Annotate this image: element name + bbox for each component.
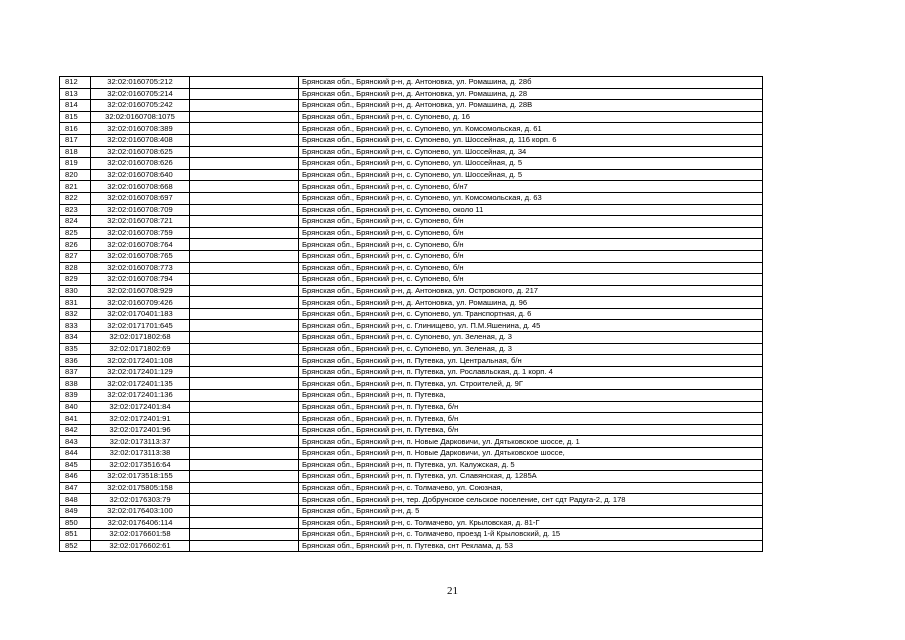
table-row xyxy=(60,239,763,251)
table-row xyxy=(60,494,763,506)
blank-cell xyxy=(190,332,299,344)
blank-cell xyxy=(190,134,299,146)
cadastral-number-cell: 32:02:0173113:37 xyxy=(91,436,190,448)
blank-cell xyxy=(190,111,299,123)
table-row xyxy=(60,216,763,228)
address-cell: Брянская обл., Брянский р-н, п. Новые Дарковичи, ул. Дятьковское шоссе, д. 1 xyxy=(299,436,763,448)
cadastral-number-cell: 32:02:0171701:645 xyxy=(91,320,190,332)
address-cell: Брянская обл., Брянский р-н, с. Толмачево, ул. Союзная, xyxy=(299,482,763,494)
cadastral-number-cell: 32:02:0171802:68 xyxy=(91,332,190,344)
blank-cell xyxy=(190,413,299,425)
table-row xyxy=(60,448,763,460)
row-number-cell: 827 xyxy=(60,250,91,262)
blank-cell xyxy=(190,169,299,181)
address-cell: Брянская обл., Брянский р-н, с. Супонево, ул. Транспортная, д. 6 xyxy=(299,308,763,320)
cadastral-number-cell: 32:02:0160708:1075 xyxy=(91,111,190,123)
table-row xyxy=(60,320,763,332)
table-row xyxy=(60,297,763,309)
table-row xyxy=(60,378,763,390)
parcel-table xyxy=(59,76,763,552)
table-row xyxy=(60,529,763,541)
cadastral-number-cell: 32:02:0172401:91 xyxy=(91,413,190,425)
table-row xyxy=(60,204,763,216)
address-cell: Брянская обл., Брянский р-н, п. Путевка, б/н xyxy=(299,401,763,413)
cadastral-number-cell: 32:02:0160708:929 xyxy=(91,285,190,297)
table-row xyxy=(60,134,763,146)
table-row xyxy=(60,471,763,483)
cadastral-number-cell: 32:02:0172401:84 xyxy=(91,401,190,413)
cadastral-number-cell: 32:02:0173516:64 xyxy=(91,459,190,471)
address-cell: Брянская обл., Брянский р-н, с. Супонево, ул. Шоссейная, д. 116 корп. 6 xyxy=(299,134,763,146)
row-number-cell: 812 xyxy=(60,77,91,89)
blank-cell xyxy=(190,274,299,286)
blank-cell xyxy=(190,355,299,367)
table-row xyxy=(60,355,763,367)
blank-cell xyxy=(190,482,299,494)
blank-cell xyxy=(190,239,299,251)
row-number-cell: 831 xyxy=(60,297,91,309)
table-row xyxy=(60,169,763,181)
blank-cell xyxy=(190,448,299,460)
row-number-cell: 847 xyxy=(60,482,91,494)
address-cell: Брянская обл., Брянский р-н, с. Супонево, б/н xyxy=(299,274,763,286)
table-row xyxy=(60,401,763,413)
row-number-cell: 826 xyxy=(60,239,91,251)
row-number-cell: 833 xyxy=(60,320,91,332)
blank-cell xyxy=(190,424,299,436)
row-number-cell: 838 xyxy=(60,378,91,390)
blank-cell xyxy=(190,494,299,506)
blank-cell xyxy=(190,192,299,204)
row-number-cell: 850 xyxy=(60,517,91,529)
table-row xyxy=(60,482,763,494)
blank-cell xyxy=(190,436,299,448)
address-cell: Брянская обл., Брянский р-н, с. Супонево, б/н xyxy=(299,262,763,274)
row-number-cell: 816 xyxy=(60,123,91,135)
table-row xyxy=(60,308,763,320)
row-number-cell: 840 xyxy=(60,401,91,413)
row-number-cell: 851 xyxy=(60,529,91,541)
blank-cell xyxy=(190,227,299,239)
cadastral-number-cell: 32:02:0172401:96 xyxy=(91,424,190,436)
cadastral-number-cell: 32:02:0160708:773 xyxy=(91,262,190,274)
row-number-cell: 828 xyxy=(60,262,91,274)
table-row xyxy=(60,517,763,529)
blank-cell xyxy=(190,517,299,529)
blank-cell xyxy=(190,505,299,517)
cadastral-number-cell: 32:02:0175805:158 xyxy=(91,482,190,494)
table-row xyxy=(60,262,763,274)
table-row xyxy=(60,343,763,355)
cadastral-number-cell: 32:02:0160708:625 xyxy=(91,146,190,158)
row-number-cell: 821 xyxy=(60,181,91,193)
table-row xyxy=(60,77,763,89)
blank-cell xyxy=(190,181,299,193)
table-row xyxy=(60,227,763,239)
address-cell: Брянская обл., Брянский р-н, с. Толмачево, проезд 1-й Крыловский, д. 15 xyxy=(299,529,763,541)
address-cell: Брянская обл., Брянский р-н, п. Путевка, ул. Калужская, д. 5 xyxy=(299,459,763,471)
cadastral-number-cell: 32:02:0160708:794 xyxy=(91,274,190,286)
address-cell: Брянская обл., Брянский р-н, п. Путевка, ул. Строителей, д. 9Г xyxy=(299,378,763,390)
parcel-table-body xyxy=(60,77,763,552)
cadastral-number-cell: 32:02:0160705:214 xyxy=(91,88,190,100)
table-row xyxy=(60,540,763,552)
address-cell: Брянская обл., Брянский р-н, с. Супонево, ул. Комсомольская, д. 63 xyxy=(299,192,763,204)
address-cell: Брянская обл., Брянский р-н, д. Антоновка, ул. Ромашина, д. 96 xyxy=(299,297,763,309)
row-number-cell: 815 xyxy=(60,111,91,123)
address-cell: Брянская обл., Брянский р-н, с. Супонево, около 11 xyxy=(299,204,763,216)
address-cell: Брянская обл., Брянский р-н, с. Супонево, ул. Комсомольская, д. 61 xyxy=(299,123,763,135)
blank-cell xyxy=(190,378,299,390)
row-number-cell: 842 xyxy=(60,424,91,436)
address-cell: Брянская обл., Брянский р-н, с. Супонево, б/н xyxy=(299,250,763,262)
address-cell: Брянская обл., Брянский р-н, с. Глинищево, ул. П.М.Яшенина, д. 45 xyxy=(299,320,763,332)
blank-cell xyxy=(190,366,299,378)
address-cell: Брянская обл., Брянский р-н, д. 5 xyxy=(299,505,763,517)
blank-cell xyxy=(190,250,299,262)
address-cell: Брянская обл., Брянский р-н, с. Супонево, ул. Зеленая, д. 3 xyxy=(299,343,763,355)
row-number-cell: 830 xyxy=(60,285,91,297)
blank-cell xyxy=(190,146,299,158)
address-cell: Брянская обл., Брянский р-н, с. Супонево, б/н xyxy=(299,239,763,251)
row-number-cell: 836 xyxy=(60,355,91,367)
cadastral-number-cell: 32:02:0172401:129 xyxy=(91,366,190,378)
row-number-cell: 814 xyxy=(60,100,91,112)
blank-cell xyxy=(190,123,299,135)
table-row xyxy=(60,181,763,193)
address-cell: Брянская обл., Брянский р-н, с. Супонево, б/н7 xyxy=(299,181,763,193)
cadastral-number-cell: 32:02:0160709:426 xyxy=(91,297,190,309)
address-cell: Брянская обл., Брянский р-н, д. Антоновка, ул. Островского, д. 217 xyxy=(299,285,763,297)
table-row xyxy=(60,111,763,123)
cadastral-number-cell: 32:02:0160708:764 xyxy=(91,239,190,251)
cadastral-number-cell: 32:02:0160708:408 xyxy=(91,134,190,146)
table-row xyxy=(60,158,763,170)
address-cell: Брянская обл., Брянский р-н, п. Путевка, б/н xyxy=(299,413,763,425)
address-cell: Брянская обл., Брянский р-н, с. Супонево, ул. Зеленая, д. 3 xyxy=(299,332,763,344)
cadastral-number-cell: 32:02:0176403:100 xyxy=(91,505,190,517)
row-number-cell: 848 xyxy=(60,494,91,506)
row-number-cell: 837 xyxy=(60,366,91,378)
row-number-cell: 852 xyxy=(60,540,91,552)
row-number-cell: 822 xyxy=(60,192,91,204)
table-row xyxy=(60,192,763,204)
row-number-cell: 832 xyxy=(60,308,91,320)
row-number-cell: 844 xyxy=(60,448,91,460)
table-row xyxy=(60,390,763,402)
cadastral-number-cell: 32:02:0173113:38 xyxy=(91,448,190,460)
row-number-cell: 823 xyxy=(60,204,91,216)
row-number-cell: 829 xyxy=(60,274,91,286)
cadastral-number-cell: 32:02:0172401:135 xyxy=(91,378,190,390)
cadastral-number-cell: 32:02:0173518:155 xyxy=(91,471,190,483)
row-number-cell: 824 xyxy=(60,216,91,228)
row-number-cell: 835 xyxy=(60,343,91,355)
blank-cell xyxy=(190,390,299,402)
blank-cell xyxy=(190,529,299,541)
cadastral-number-cell: 32:02:0160708:765 xyxy=(91,250,190,262)
address-cell: Брянская обл., Брянский р-н, д. Антоновка, ул. Ромашина, д. 28В xyxy=(299,100,763,112)
cadastral-number-cell: 32:02:0172401:136 xyxy=(91,390,190,402)
table-row xyxy=(60,146,763,158)
table-row xyxy=(60,459,763,471)
blank-cell xyxy=(190,204,299,216)
blank-cell xyxy=(190,343,299,355)
blank-cell xyxy=(190,77,299,89)
cadastral-number-cell: 32:02:0160708:668 xyxy=(91,181,190,193)
table-row xyxy=(60,250,763,262)
cadastral-number-cell: 32:02:0160708:759 xyxy=(91,227,190,239)
blank-cell xyxy=(190,320,299,332)
address-cell: Брянская обл., Брянский р-н, п. Путевка, ул. Славянская, д. 1285А xyxy=(299,471,763,483)
address-cell: Брянская обл., Брянский р-н, п. Путевка, ул. Центральная, б/н xyxy=(299,355,763,367)
cadastral-number-cell: 32:02:0176303:79 xyxy=(91,494,190,506)
address-cell: Брянская обл., Брянский р-н, д. Антоновка, ул. Ромашина, д. 28б xyxy=(299,77,763,89)
blank-cell xyxy=(190,471,299,483)
address-cell: Брянская обл., Брянский р-н, п. Путевка, снт Реклама, д. 53 xyxy=(299,540,763,552)
row-number-cell: 825 xyxy=(60,227,91,239)
row-number-cell: 839 xyxy=(60,390,91,402)
page-number: 21 xyxy=(447,585,458,597)
row-number-cell: 849 xyxy=(60,505,91,517)
table-row xyxy=(60,413,763,425)
blank-cell xyxy=(190,100,299,112)
cadastral-number-cell: 32:02:0176406:114 xyxy=(91,517,190,529)
address-cell: Брянская обл., Брянский р-н, с. Супонево, б/н xyxy=(299,227,763,239)
cadastral-number-cell: 32:02:0160708:389 xyxy=(91,123,190,135)
cadastral-number-cell: 32:02:0170401:183 xyxy=(91,308,190,320)
row-number-cell: 817 xyxy=(60,134,91,146)
address-cell: Брянская обл., Брянский р-н, с. Супонево, д. 16 xyxy=(299,111,763,123)
address-cell: Брянская обл., Брянский р-н, с. Толмачево, ул. Крыловская, д. 81-Г xyxy=(299,517,763,529)
table-row xyxy=(60,123,763,135)
address-cell: Брянская обл., Брянский р-н, п. Новые Дарковичи, ул. Дятьковское шоссе, xyxy=(299,448,763,460)
row-number-cell: 820 xyxy=(60,169,91,181)
table-row xyxy=(60,366,763,378)
cadastral-number-cell: 32:02:0176601:58 xyxy=(91,529,190,541)
blank-cell xyxy=(190,262,299,274)
table-row xyxy=(60,274,763,286)
row-number-cell: 846 xyxy=(60,471,91,483)
row-number-cell: 819 xyxy=(60,158,91,170)
cadastral-number-cell: 32:02:0172401:108 xyxy=(91,355,190,367)
address-cell: Брянская обл., Брянский р-н, с. Супонево, ул. Шоссейная, д. 34 xyxy=(299,146,763,158)
row-number-cell: 813 xyxy=(60,88,91,100)
cadastral-number-cell: 32:02:0160708:626 xyxy=(91,158,190,170)
table-row xyxy=(60,88,763,100)
blank-cell xyxy=(190,308,299,320)
table-row xyxy=(60,332,763,344)
cadastral-number-cell: 32:02:0160708:721 xyxy=(91,216,190,228)
address-cell: Брянская обл., Брянский р-н, п. Путевка, ул. Рославльская, д. 1 корп. 4 xyxy=(299,366,763,378)
blank-cell xyxy=(190,459,299,471)
table-row xyxy=(60,100,763,112)
blank-cell xyxy=(190,216,299,228)
row-number-cell: 843 xyxy=(60,436,91,448)
row-number-cell: 841 xyxy=(60,413,91,425)
address-cell: Брянская обл., Брянский р-н, с. Супонево, б/н xyxy=(299,216,763,228)
address-cell: Брянская обл., Брянский р-н, п. Путевка, xyxy=(299,390,763,402)
blank-cell xyxy=(190,401,299,413)
cadastral-number-cell: 32:02:0160705:242 xyxy=(91,100,190,112)
address-cell: Брянская обл., Брянский р-н, п. Путевка, б/н xyxy=(299,424,763,436)
cadastral-number-cell: 32:02:0176602:61 xyxy=(91,540,190,552)
table-row xyxy=(60,436,763,448)
row-number-cell: 834 xyxy=(60,332,91,344)
cadastral-number-cell: 32:02:0160708:640 xyxy=(91,169,190,181)
cadastral-number-cell: 32:02:0160705:212 xyxy=(91,77,190,89)
blank-cell xyxy=(190,158,299,170)
blank-cell xyxy=(190,540,299,552)
blank-cell xyxy=(190,88,299,100)
table-row xyxy=(60,285,763,297)
address-cell: Брянская обл., Брянский р-н, тер. Добрунское сельское поселение, снт сдт Радуга-2, д. 178 xyxy=(299,494,763,506)
blank-cell xyxy=(190,285,299,297)
cadastral-number-cell: 32:02:0160708:709 xyxy=(91,204,190,216)
table-row xyxy=(60,505,763,517)
cadastral-number-cell: 32:02:0160708:697 xyxy=(91,192,190,204)
address-cell: Брянская обл., Брянский р-н, с. Супонево, ул. Шоссейная, д. 5 xyxy=(299,158,763,170)
table-row xyxy=(60,424,763,436)
cadastral-number-cell: 32:02:0171802:69 xyxy=(91,343,190,355)
address-cell: Брянская обл., Брянский р-н, с. Супонево, ул. Шоссейная, д. 5 xyxy=(299,169,763,181)
blank-cell xyxy=(190,297,299,309)
row-number-cell: 845 xyxy=(60,459,91,471)
row-number-cell: 818 xyxy=(60,146,91,158)
address-cell: Брянская обл., Брянский р-н, д. Антоновка, ул. Ромашина, д. 28 xyxy=(299,88,763,100)
